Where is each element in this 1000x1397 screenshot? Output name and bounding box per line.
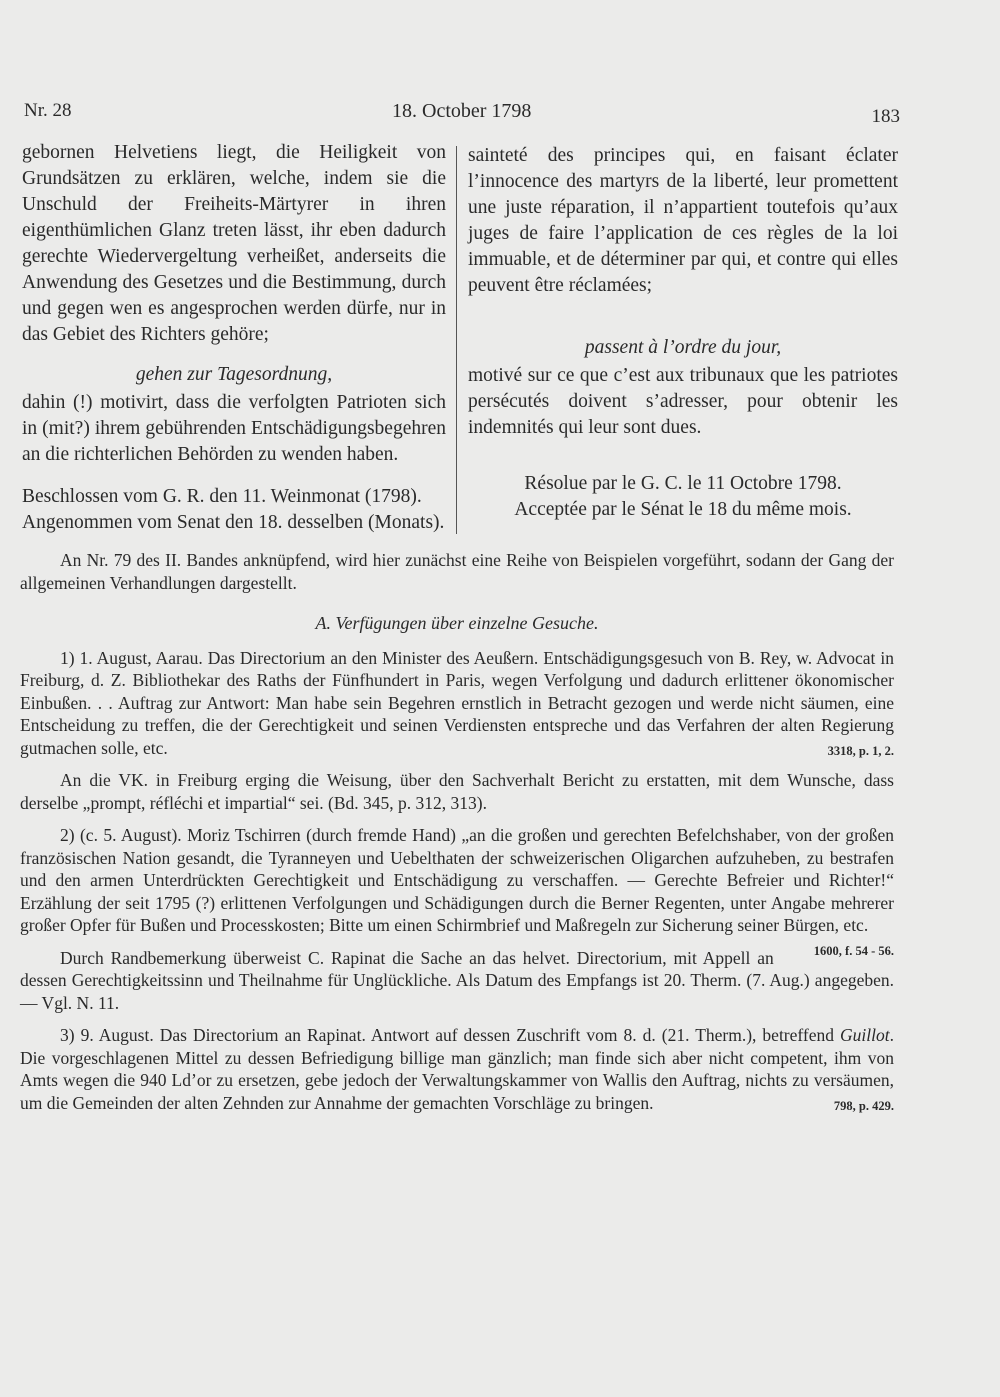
entry-3-name: Guillot: [840, 1025, 890, 1045]
german-resolve: gehen zur Tagesordnung,: [135, 364, 333, 385]
entry-3-reference: 798, p. 429.: [833, 1098, 894, 1113]
entry-1-text: 1) 1. August, Aarau. Das Directorium an den Minister des Aeußern. Entschädigungsgesuch von B. Rey, w. Advocat in Freiburg, d. Z. Bibliothekar des Raths der Fünfhundert in Paris, wegen Verfolgung und dadurch erlittener ökonomischer Einbußen. . . Auftrag zur Antwort: Man habe sein Begehren ernstlich in Betracht gezogen und werde nicht säumen, eine Entscheidung zu treffen, die der Gerechtigkeit und seinen Verdiensten entspreche und das Verfahren der alten Regierung gutmachen solle, etc.: [20, 647, 894, 758]
german-intro: gebornen Helvetiens liegt, die Heiligkeit von Grundsätzen zu erklären, welche, indem sie die Unschuld der Freiheits-Märtyrer in ihren eigenthümlichen Glanz treten lässt, ihr eben dadurch gerechte Wiedervergeltung verheißet, anderseits die Anwendung des Gesetzes und die Bestimmung, durch und gegen wen es angesprochen werden dürfe, nur in das Gebiet des Richters gehöre;: [22, 142, 446, 345]
entry-3: [20, 1024, 894, 1114]
entry-1-note: An die VK. in Freiburg erging die Weisung, über den Sachverhalt Bericht zu erstatten, mit dem Wunsche, dass derselbe „prompt, réfléchi et impartial“ sei. (Bd. 345, p. 312, 313).: [20, 770, 894, 813]
entry-1-reference: 3318, p. 1, 2.: [827, 743, 894, 758]
entry-2-note: Durch Randbemerkung überweist C. Rapinat die Sache an das helvet. Directorium, mit Appell an dessen Gerechtigkeitssinn und Theilnahme für Unglückliche. Als Datum des Empfangs ist 20. Therm. (7. Aug.) angegeben. — Vgl. N. 11.: [20, 947, 894, 1013]
french-motive: motivé sur ce que c’est aux tribunaux que les patriotes persécutés doivent s’adresser, pour obtenir les indemnités qui leur sont dues.: [468, 365, 898, 438]
header-date: 18. October 1798: [392, 100, 532, 122]
entry-3-text-a: 3) 9. August. Das Directorium an Rapinat. Antwort auf dessen Zuschrift vom 8. d. (21. Therm.), betreffend: [60, 1025, 841, 1045]
section-heading: A. Verfügungen über einzelne Gesuche.: [315, 613, 599, 633]
entry-3-text-b: . Die vorgeschlagenen Mittel zu dessen Befriedigung billige man gänzlich; man finde sich aber nicht competent, ihm von Amts wegen die 940 Ld’or zu ersetzen, gebe jedoch der Verwaltungskammer von Wallis den Auftrag, nichts zu versäumen, um die Gemeinden der alten Zehnden zur Annahme der gemachten Vorschläge zu bringen.: [20, 1025, 894, 1113]
page-number: 183: [871, 106, 900, 127]
column-divider: [456, 146, 457, 534]
french-signed-council: Résolue par le G. C. le 11 Octobre 1798.: [524, 473, 842, 494]
french-resolve: passent à l’ordre du jour,: [584, 337, 782, 358]
entry-2-reference: 1600, f. 54 - 56.: [813, 943, 894, 958]
french-intro: sainteté des principes qui, en faisant éclater l’innocence des martyrs de la liberté, leur promettent une juste réparation, il n’appartient toutefois qu’aux juges de faire l’application de ces règles de la loi immuable, et de déterminer par qui, et contre qui elles peuvent être réclamées;: [468, 145, 898, 296]
german-column: [22, 140, 446, 536]
entry-1: [20, 647, 894, 760]
french-column: [468, 143, 898, 523]
commentary-body: [20, 549, 894, 1117]
document-number: Nr. 28: [24, 100, 72, 121]
commentary-intro: An Nr. 79 des II. Bandes anknüpfend, wird hier zunächst eine Reihe von Beispielen vorgeführt, sodann der Gang der allgemeinen Verhandlungen dargestellt.: [20, 550, 894, 593]
page-header: [24, 100, 900, 126]
entry-2: [20, 824, 894, 958]
german-motive: dahin (!) motivirt, dass die verfolgten Patrioten sich in (mit?) ihrem gebührenden Entschädigungsbegehren an die richterlichen Behörden zu wenden haben.: [22, 392, 446, 465]
french-signed-senate: Acceptée par le Sénat le 18 du même mois.: [514, 499, 852, 520]
entry-2-text: 2) (c. 5. August). Moriz Tschirren (durch fremde Hand) „an die großen und gerechten Befelchshaber, von der großen französischen Nation gesandt, die Tyranneyen und Uebelthaten der schweizerischen Oligarchen aufzuheben, zu bestrafen und den armen Unterdrückten Gerechtigkeit und Entschädigung zu verschaffen. — Gerechte Befreier und Richter!“ Erzählung der seit 1795 (?) erlittenen Verfolgungen und Schädigungen durch die Berner Regenten, unter Angabe mehrerer großer Opfer für Bußen und Processkosten; Bitte um einen Schirmbrief und Maßregeln zur Sicherung seiner Bürgen, etc.: [20, 825, 894, 935]
german-signed-senate: Angenommen vom Senat den 18. desselben (Monats).: [22, 512, 445, 533]
german-signed-council: Beschlossen vom G. R. den 11. Weinmonat (1798).: [22, 486, 422, 507]
